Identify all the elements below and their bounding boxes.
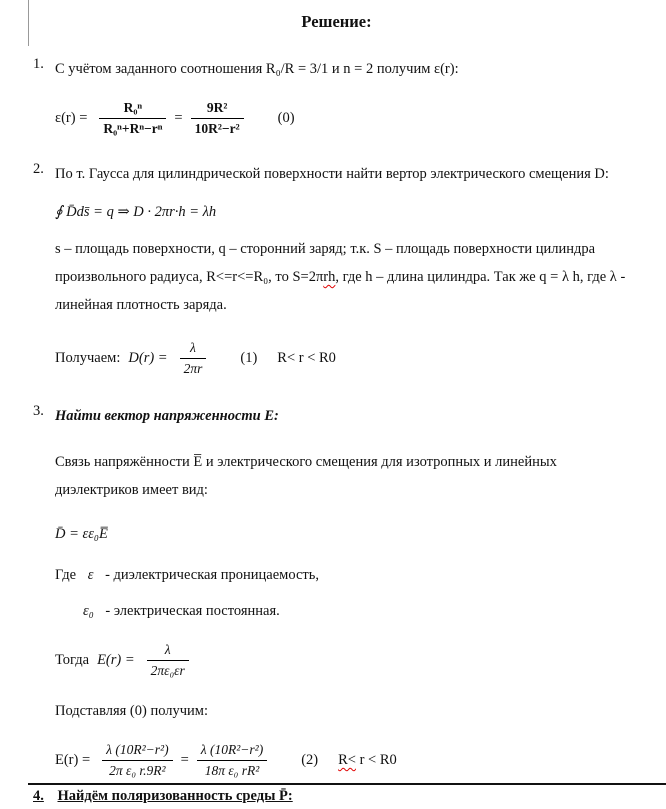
fraction: [147, 641, 189, 679]
item-2-text: По т. Гаусса для цилиндрической поверхности найти вертор электрического смещения D:: [55, 166, 609, 183]
definition-prefix: Где: [55, 567, 77, 584]
section-4-header: [28, 783, 666, 809]
formula-E: [55, 641, 640, 679]
item-1-number: 1.: [33, 56, 44, 72]
fraction: [191, 99, 244, 137]
formula-gauss: [55, 204, 640, 221]
fraction-denominator: 10R²−r²: [194, 120, 240, 136]
fraction: [102, 741, 172, 779]
radius-range: [338, 752, 397, 769]
definition-epsilon0: [83, 597, 640, 625]
epsilon-symbol: ε: [87, 567, 94, 584]
formula-E-lhs: E(r) =: [97, 651, 135, 668]
item-4-number: 4.: [33, 788, 44, 804]
item-4-heading: Найдём поляризованность среды P̄:: [57, 788, 293, 804]
radius-range-rest: r < R0: [355, 751, 397, 768]
formula-epsilon-lhs: ε(r) =: [55, 109, 88, 126]
radius-range: R< r < R0: [277, 349, 336, 366]
fraction-numerator: λ (10R²−r²): [197, 741, 267, 761]
spellcheck-word: R<: [338, 751, 356, 768]
formula-epsilon: [55, 99, 640, 137]
formula-gauss-body: ∮ D̄ds̄ = q ⇒ D · 2πr·h = λh: [55, 204, 217, 221]
fraction-numerator: λ: [180, 339, 207, 359]
formula-D-lhs: D(r) =: [128, 349, 168, 366]
list-item-2: [33, 161, 640, 188]
epsilon0-symbol: ε₀: [83, 603, 94, 620]
formula-E-result: [55, 741, 640, 779]
fraction-numerator: λ: [147, 641, 189, 661]
fraction-numerator: λ (10R²−r²): [102, 741, 172, 761]
item-3-heading: Найти вектор напряженности E:: [55, 408, 279, 425]
fraction-numerator: 9R²: [191, 99, 244, 119]
fraction-denominator: 2πr: [183, 360, 203, 376]
formula-E-result-lhs: E(r) =: [55, 751, 91, 768]
spellcheck-word: rh: [323, 269, 336, 286]
definition-text: - электрическая постоянная.: [105, 603, 280, 620]
definition-text: - диэлектрическая проницаемость,: [105, 567, 319, 584]
fraction-denominator: 2π ε₀ r.9R²: [109, 762, 166, 778]
definition-epsilon: [55, 561, 640, 589]
fraction-denominator: R₀ⁿ+Rⁿ−rⁿ: [103, 120, 163, 136]
fraction-numerator: R₀ⁿ: [99, 99, 166, 119]
fraction: [180, 339, 207, 377]
equals-sign: =: [174, 109, 183, 126]
formula-D-eps-E-body: D̄ = εε₀E̅: [55, 526, 108, 543]
formula-result-D: [55, 339, 640, 377]
paragraph-relation: Связь напряжённости E̅ и электрического смещения для изотропных и линейных диэлектриков имеет вид:: [55, 454, 557, 499]
item-1-text: С учётом заданного соотношения R₀/R = 3/1 и n = 2 получим ε(r):: [55, 61, 459, 77]
paragraph-part: , где h – длина цилиндра. Так же q = λ h, где λ - линейная плотность заряда.: [55, 269, 626, 314]
fraction-denominator: 2πε₀εr: [150, 662, 185, 678]
result-prefix: Получаем:: [55, 349, 121, 366]
list-item-1: [33, 56, 640, 83]
page-edge-mark: [28, 0, 29, 46]
equation-tag-1: (1): [240, 349, 258, 366]
list-item-3: [33, 403, 640, 430]
then-prefix: Тогда: [55, 651, 90, 668]
fraction: [99, 99, 166, 137]
formula-D-eps-E: [55, 526, 640, 543]
paragraph-part: s – площадь поверхности, q – сторонний заряд; т.к. S – площадь поверхности цилиндра произвольного радиуса, R<=r<=R₀, то S=2π: [55, 241, 596, 286]
page-title: Решение:: [301, 12, 372, 31]
equation-tag-2: (2): [301, 751, 319, 768]
fraction-denominator: 18π ε₀ rR²: [204, 762, 260, 778]
equation-tag-0: (0): [277, 109, 295, 126]
item-2-number: 2.: [33, 161, 44, 178]
item-3-number: 3.: [33, 403, 44, 420]
paragraph-surface: [55, 235, 640, 319]
fraction: [197, 741, 267, 779]
substitution-note: Подставляя (0) получим:: [55, 703, 209, 720]
equals-sign: =: [180, 751, 189, 768]
